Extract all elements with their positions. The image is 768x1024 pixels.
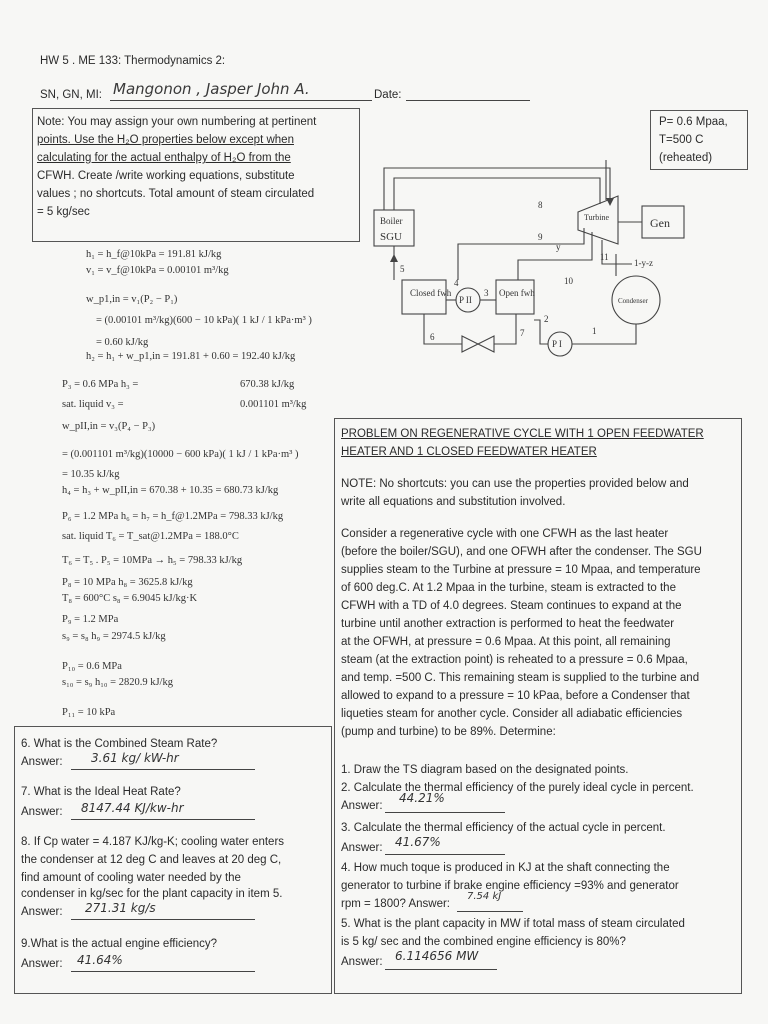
solution-line: 0.001101 m³/kg bbox=[240, 399, 307, 410]
state-9: 9 bbox=[538, 232, 543, 242]
solution-line: w_p1,in = v₁(P₂ − P₁) bbox=[86, 294, 178, 305]
answer-label: Answer: bbox=[341, 956, 383, 968]
solution-line: h₂ = h₁ + w_p1,in = 191.81 + 0.60 = 192.40 kJ/kg bbox=[86, 351, 296, 362]
solution-line: sat. liquid T₆ = T_sat@1.2MPa = 188.0°C bbox=[62, 531, 239, 542]
solution-line: P₃ = 0.6 MPa h₃ = bbox=[62, 379, 139, 390]
pump-1-label: P I bbox=[552, 339, 562, 349]
state-8: 8 bbox=[538, 200, 543, 210]
problem-question-3: 3. Calculate the thermal efficiency of the actual cycle in percent. bbox=[341, 822, 666, 834]
note-line: CFWH. Create /write working equations, substitute bbox=[37, 170, 295, 182]
problem-question-2: 2. Calculate the thermal efficiency of the purely ideal cycle in percent. bbox=[341, 782, 694, 794]
solution-line: P₁₀ = 0.6 MPa bbox=[62, 661, 122, 672]
question-6: 6. What is the Combined Steam Rate? bbox=[21, 738, 218, 750]
answer-underline bbox=[71, 819, 255, 820]
problem-body-line: CFWH with a TD of 4.0 degrees. Steam continues to expand at the bbox=[341, 600, 682, 612]
homework-title: HW 5 . ME 133: Thermodynamics 2: bbox=[40, 55, 226, 67]
problem-question-4-line: rpm = 1800? Answer: bbox=[341, 898, 450, 910]
state-5: 5 bbox=[400, 264, 405, 274]
answer-underline bbox=[385, 812, 505, 813]
answer-label: Answer: bbox=[341, 800, 383, 812]
state-6: 6 bbox=[430, 332, 435, 342]
solution-line: = 0.60 kJ/kg bbox=[96, 337, 149, 348]
solution-line: s₉ = s₈ h₉ = 2974.5 kJ/kg bbox=[62, 631, 166, 642]
solution-line: s₁₀ = s₉ h₁₀ = 2820.9 kJ/kg bbox=[62, 677, 173, 688]
name-underline bbox=[110, 100, 372, 101]
problem-body-line: allowed to expand to a pressure = 10 kPaa, before a Condenser that bbox=[341, 690, 690, 702]
note-line: Note: You may assign your own numbering at pertinent bbox=[37, 116, 317, 128]
answer-label: Answer: bbox=[21, 958, 63, 970]
solution-line: = (0.00101 m³/kg)(600 − 10 kPa)( 1 kJ / 1 kPa·m³ ) bbox=[96, 315, 312, 326]
boiler-label: Boiler bbox=[380, 216, 403, 226]
state-11: 11 bbox=[600, 252, 609, 262]
date-label: Date: bbox=[374, 89, 402, 101]
answer-underline bbox=[385, 854, 505, 855]
problem-body-line: and temp. =500 C. This remaining steam is supplied to the turbine and bbox=[341, 672, 700, 684]
solution-line: P₈ = 10 MPa h₈ = 3625.8 kJ/kg bbox=[62, 577, 193, 588]
answer-label: Answer: bbox=[21, 806, 63, 818]
solution-line: = (0.001101 m³/kg)(10000 − 600 kPa)( 1 kJ / 1 kPa·m³ ) bbox=[62, 449, 299, 460]
note-line: = 5 kg/sec bbox=[37, 206, 90, 218]
solution-line: sat. liquid v₃ = bbox=[62, 399, 124, 410]
problem-body-line: Consider a regenerative cycle with one CFWH as the last heater bbox=[341, 528, 669, 540]
problem-note-line2: write all equations and substitution involved. bbox=[341, 496, 566, 508]
state-4: 4 bbox=[454, 278, 459, 288]
open-fwh-label: Open fwh bbox=[499, 288, 535, 298]
fraction-y: y bbox=[556, 242, 561, 252]
solution-line: h₁ = h_f@10kPa = 191.81 kJ/kg bbox=[86, 249, 222, 260]
problem-box bbox=[334, 418, 742, 994]
closed-fwh-label: Closed fwh bbox=[410, 288, 452, 298]
generator-label: Gen bbox=[650, 216, 670, 230]
answer-underline bbox=[385, 969, 497, 970]
problem-body-line: at the OFWH, at pressure = 0.6 Mpaa. At this point, all remaining bbox=[341, 636, 671, 648]
state-1: 1 bbox=[592, 326, 597, 336]
note-box bbox=[32, 108, 360, 242]
question-7: 7. What is the Ideal Heat Rate? bbox=[21, 786, 181, 798]
problem-body-line: (before the boiler/SGU), and one OFWH after the condenser. The SGU bbox=[341, 546, 702, 558]
solution-line: v₁ = v_f@10kPa = 0.00101 m³/kg bbox=[86, 265, 229, 276]
question-8-line: condenser in kg/sec for the plant capacity in item 5. bbox=[21, 888, 283, 900]
solution-line: 670.38 kJ/kg bbox=[240, 379, 295, 390]
answer-value: 41.64% bbox=[77, 953, 123, 967]
solution-line: = 10.35 kJ/kg bbox=[62, 469, 120, 480]
state-10: 10 bbox=[564, 276, 573, 286]
solution-line: P₁₁ = 10 kPa bbox=[62, 707, 116, 718]
problem-body-line: turbine until another extraction is performed to heat the feedwater bbox=[341, 618, 675, 630]
state-7: 7 bbox=[520, 328, 525, 338]
question-8-line: find amount of cooling water needed by the bbox=[21, 872, 241, 884]
question-8: 8. If Cp water = 4.187 KJ/kg-K; cooling water enters bbox=[21, 836, 285, 848]
condition-temperature: T=500 C bbox=[659, 134, 704, 146]
solution-line: T₈ = 600°C s₈ = 6.9045 kJ/kg·K bbox=[62, 593, 198, 604]
answer-underline bbox=[457, 911, 523, 912]
state-3: 3 bbox=[484, 288, 489, 298]
problem-title-line2: HEATER AND 1 CLOSED FEEDWATER HEATER bbox=[341, 446, 597, 458]
problem-question-5: 5. What is the plant capacity in MW if total mass of steam circulated bbox=[341, 918, 685, 930]
problem-note: NOTE: No shortcuts: you can use the properties provided below and bbox=[341, 478, 689, 490]
sgu-label: SGU bbox=[380, 231, 403, 243]
cycle-schematic bbox=[370, 160, 760, 370]
answer-label: Answer: bbox=[21, 906, 63, 918]
date-underline bbox=[406, 100, 530, 101]
name-value: Mangonon , Jasper John A. bbox=[113, 80, 310, 98]
answer-value: 41.67% bbox=[395, 835, 441, 849]
pump-2-label: P II bbox=[459, 295, 472, 305]
fraction-1-y-z: 1-y-z bbox=[634, 258, 653, 268]
answer-label: Answer: bbox=[341, 842, 383, 854]
answer-value: 6.114656 MW bbox=[395, 949, 479, 963]
problem-question-5-line: is 5 kg/ sec and the combined engine efficiency is 80%? bbox=[341, 936, 626, 948]
condenser-label: Condenser bbox=[618, 297, 648, 305]
problem-body-line: liqueties steam for another cycle. Consider all adiabatic efficiencies bbox=[341, 708, 683, 720]
note-line: points. Use the H₂O properties below except when bbox=[37, 134, 294, 146]
answer-label: Answer: bbox=[21, 756, 63, 768]
solution-line: h₄ = h₃ + w_pII,in = 670.38 + 10.35 = 680.73 kJ/kg bbox=[62, 485, 279, 496]
answer-underline bbox=[71, 971, 255, 972]
problem-question-4-line: generator to turbine if brake engine efficiency =93% and generator bbox=[341, 880, 679, 892]
problem-title: PROBLEM ON REGENERATIVE CYCLE WITH 1 OPEN FEEDWATER bbox=[341, 428, 704, 440]
solution-line: w_pII,in = v₃(P₄ − P₃) bbox=[62, 421, 156, 432]
answer-value: 271.31 kg/s bbox=[85, 901, 156, 915]
answer-value: 7.54 kJ bbox=[467, 891, 502, 902]
answer-underline bbox=[71, 769, 255, 770]
answer-underline bbox=[71, 919, 255, 920]
answer-value: 44.21% bbox=[399, 791, 445, 805]
condition-pressure: P= 0.6 Mpaa, bbox=[659, 116, 728, 128]
state-2: 2 bbox=[544, 314, 549, 324]
problem-question-1: 1. Draw the TS diagram based on the designated points. bbox=[341, 764, 629, 776]
question-9: 9.What is the actual engine efficiency? bbox=[21, 938, 218, 950]
answer-value: 8147.44 KJ/kw-hr bbox=[81, 801, 184, 815]
solution-line: T₆ = T₅ . P₅ = 10MPa → h₅ = 798.33 kJ/kg bbox=[62, 555, 243, 566]
turbine-label: Turbine bbox=[584, 213, 610, 222]
name-label: SN, GN, MI: bbox=[40, 89, 102, 101]
note-line: values ; no shortcuts. Total amount of steam circulated bbox=[37, 188, 315, 200]
solution-line: P₆ = 1.2 MPa h₆ = h₇ = h_f@1.2MPa = 798.33 kJ/kg bbox=[62, 511, 284, 522]
problem-question-4: 4. How much toque is produced in KJ at the shaft connecting the bbox=[341, 862, 670, 874]
problem-body-line: of 600 deg.C. At 1.2 Mpaa in the turbine, steam is extracted to the bbox=[341, 582, 676, 594]
problem-body-line: (pump and turbine) to be 89%. Determine: bbox=[341, 726, 556, 738]
problem-body-line: steam (at the extraction point) is reheated to a pressure = 0.6 Mpaa, bbox=[341, 654, 688, 666]
problem-body-line: supplies steam to the Turbine at pressure = 10 Mpaa, and temperature bbox=[341, 564, 701, 576]
solution-line: P₉ = 1.2 MPa bbox=[62, 614, 119, 625]
answer-value: 3.61 kg/ kW-hr bbox=[91, 751, 179, 765]
note-line: calculating for the actual enthalpy of H₂O from the bbox=[37, 152, 291, 164]
left-questions-box bbox=[14, 726, 332, 994]
question-8-line: the condenser at 12 deg C and leaves at 20 deg C, bbox=[21, 854, 282, 866]
condition-reheated: (reheated) bbox=[659, 152, 713, 164]
